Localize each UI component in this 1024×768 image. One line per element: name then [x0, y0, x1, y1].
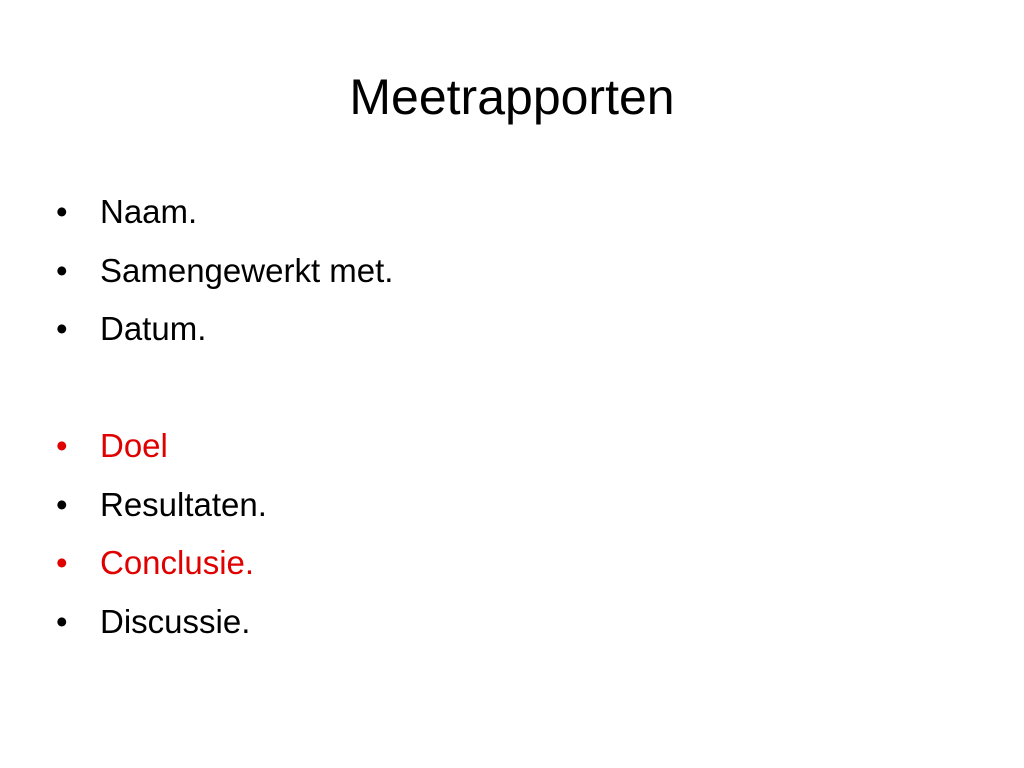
bullet-dot-icon: • — [56, 193, 68, 230]
bullet-text: Conclusie. — [100, 544, 255, 581]
bullet-dot-icon: • — [56, 251, 68, 289]
bullet-dot-icon: • — [56, 602, 68, 640]
bullet-dot-icon: • — [56, 310, 68, 347]
slide-title: Meetrapporten — [349, 69, 675, 125]
bullet-dot-icon: • — [56, 427, 68, 464]
bullet-dot-icon: • — [56, 544, 68, 581]
bullet-text: Resultaten. — [100, 485, 267, 523]
bullet-text: Naam. — [100, 193, 198, 230]
bullet-text: Doel — [100, 427, 168, 464]
bullet-dot-icon: • — [56, 485, 68, 523]
bullet-text: Samengewerkt met. — [100, 251, 394, 289]
bullet-text: Discussie. — [100, 602, 251, 640]
bullet-text: Datum. — [100, 310, 207, 347]
